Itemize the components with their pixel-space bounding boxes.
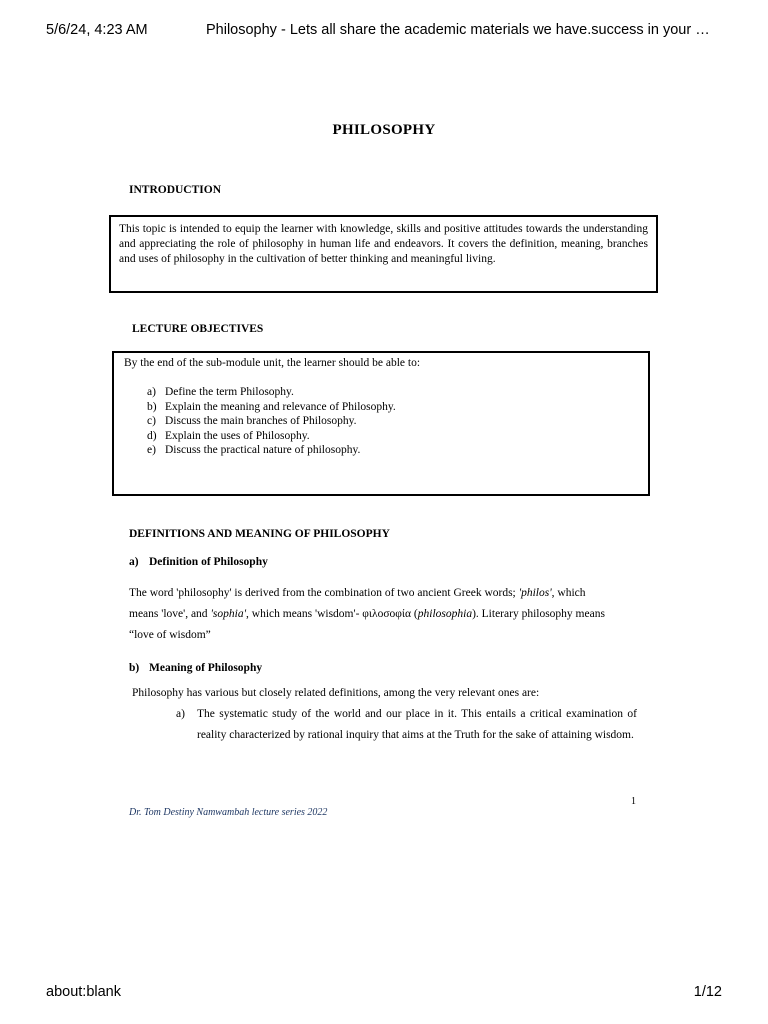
print-page-title: Philosophy - Lets all share the academic materials we have.success in your … xyxy=(206,22,710,38)
objective-item: c) Discuss the main branches of Philosophy. xyxy=(147,415,357,427)
objectives-list xyxy=(124,385,638,458)
document-title: PHILOSOPHY xyxy=(332,122,436,138)
objective-item: a) Define the term Philosophy. xyxy=(147,386,294,398)
definitions-heading: DEFINITIONS AND MEANING OF PHILOSOPHY xyxy=(129,528,390,540)
objective-item: e) Discuss the practical nature of philosophy. xyxy=(147,444,361,456)
objectives-heading: LECTURE OBJECTIVES xyxy=(132,323,264,335)
print-page-count: 1/12 xyxy=(693,984,722,1000)
print-url: about:blank xyxy=(46,984,121,1000)
meaning-paragraph: Philosophy has various but closely related definitions, among the very relevant ones are: xyxy=(132,687,540,699)
meaning-subheading: b) Meaning of Philosophy xyxy=(129,662,263,674)
objective-item: d) Explain the uses of Philosophy. xyxy=(147,429,310,442)
page-number: 1 xyxy=(631,796,636,807)
introduction-box xyxy=(109,215,658,293)
objectives-box xyxy=(112,351,650,496)
definition-paragraph: The word 'philosophy' is derived from the combination of two ancient Greek words; 'philos', which means 'love', and 'sophia', which means 'wisdom'- φιλοσοφία (philosophia). Literary philosophy means “love of wisdom” xyxy=(129,587,605,641)
definition-subheading: a) Definition of Philosophy xyxy=(129,556,268,568)
objectives-lead: By the end of the sub-module unit, the learner should be able to: xyxy=(124,357,421,369)
introduction-heading: INTRODUCTION xyxy=(129,184,222,196)
meaning-list-item: a) The systematic study of the world and our place in it. This entails a critical examination of reality characterized by rational inquiry that aims at the Truth for the sake of attaining wisdom. xyxy=(176,708,637,741)
objective-item: b) Explain the meaning and relevance of Philosophy. xyxy=(147,400,396,413)
introduction-text: This topic is intended to equip the learner with knowledge, skills and positive attitudes towards the understanding and appreciating the role of philosophy in human life and endeavors. It covers the definition, meaning, branches and uses of philosophy in the cultivation of better thinking and meaningful living. xyxy=(119,223,648,265)
lecture-series-footer: Dr. Tom Destiny Namwambah lecture series 2022 xyxy=(129,807,328,818)
print-datetime: 5/6/24, 4:23 AM xyxy=(46,22,148,38)
